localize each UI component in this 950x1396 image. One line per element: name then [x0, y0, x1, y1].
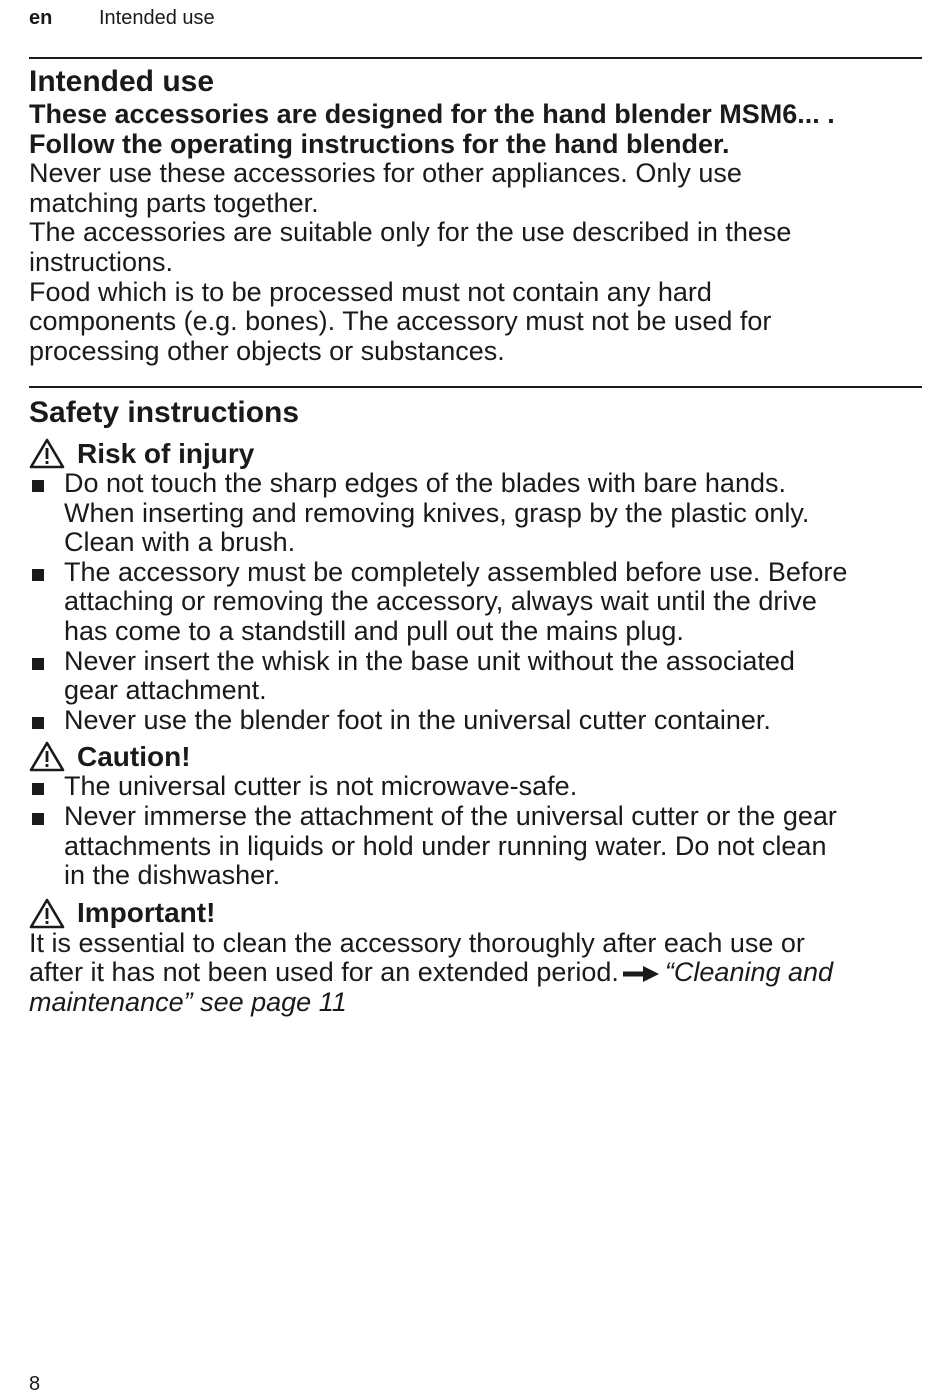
- language-code: en: [29, 7, 53, 29]
- caution-heading-label: Caution!: [77, 740, 191, 772]
- cross-reference: “Cleaning and: [664, 957, 834, 988]
- risk-list: [29, 469, 922, 735]
- intended-line-4: instructions.: [29, 246, 174, 277]
- intended-line-3: The accessories are suitable only for the use described in these: [29, 217, 792, 248]
- running-header: [29, 6, 215, 30]
- bullet-square-icon: [32, 658, 44, 670]
- bullet-square-icon: [32, 480, 44, 492]
- list-item: Do not touch the sharp edges of the blades with bare hands. When inserting and removing knives, grasp by the plastic only. Clean with a brush.: [29, 469, 922, 558]
- important-heading: [29, 898, 922, 929]
- list-item: Never immerse the attachment of the universal cutter or the gear attachments in liquids or hold under running water. Do not clean in the dishwasher.: [29, 802, 922, 891]
- intended-bold-line-1: These accessories are designed for the hand blender MSM6... .: [29, 99, 835, 129]
- risk-heading-label: Risk of injury: [77, 437, 255, 469]
- warning-triangle-icon: [29, 438, 65, 469]
- intended-line-5: Food which is to be processed must not contain any hard: [29, 276, 712, 307]
- intended-use-section: [29, 64, 922, 366]
- intended-bold-line-2: Follow the operating instructions for the hand blender.: [29, 128, 730, 159]
- bullet-square-icon: [32, 813, 44, 825]
- warning-triangle-icon: [29, 741, 65, 772]
- bullet-square-icon: [32, 569, 44, 581]
- caution-list: [29, 772, 922, 890]
- bullet-square-icon: [32, 717, 44, 729]
- safety-section: [29, 395, 922, 1018]
- intended-use-title: Intended use: [29, 65, 215, 98]
- page-number: 8: [29, 1373, 41, 1395]
- intended-line-1: Never use these accessories for other appliances. Only use: [29, 158, 742, 189]
- important-line-1: It is essential to clean the accessory thoroughly after each use or: [29, 927, 805, 958]
- intended-line-7: processing other objects or substances.: [29, 335, 505, 366]
- important-heading-label: Important!: [77, 897, 216, 929]
- arrow-right-icon: [623, 966, 659, 982]
- caution-heading: [29, 741, 922, 772]
- bullet-square-icon: [32, 783, 44, 795]
- intended-line-2: matching parts together.: [29, 187, 319, 218]
- header-section-title: Intended use: [99, 7, 215, 29]
- cross-reference-cont: maintenance” see page 11: [29, 986, 347, 1017]
- risk-heading: [29, 438, 922, 469]
- list-item: The universal cutter is not microwave-safe.: [29, 772, 922, 802]
- safety-title: Safety instructions: [29, 396, 300, 429]
- warning-triangle-icon: [29, 898, 65, 929]
- section-rule: [29, 386, 922, 388]
- list-item: Never use the blender foot in the universal cutter container.: [29, 706, 922, 736]
- intended-line-6: components (e.g. bones). The accessory must not be used for: [29, 306, 772, 337]
- important-line-2: after it has not been used for an extended period. “Cleaning and: [29, 957, 834, 988]
- list-item: The accessory must be completely assembled before use. Before attaching or removing the accessory, always wait until the drive has come to a standstill and pull out the mains plug.: [29, 558, 922, 647]
- top-rule: [29, 57, 922, 59]
- list-item: Never insert the whisk in the base unit without the associated gear attachment.: [29, 647, 922, 706]
